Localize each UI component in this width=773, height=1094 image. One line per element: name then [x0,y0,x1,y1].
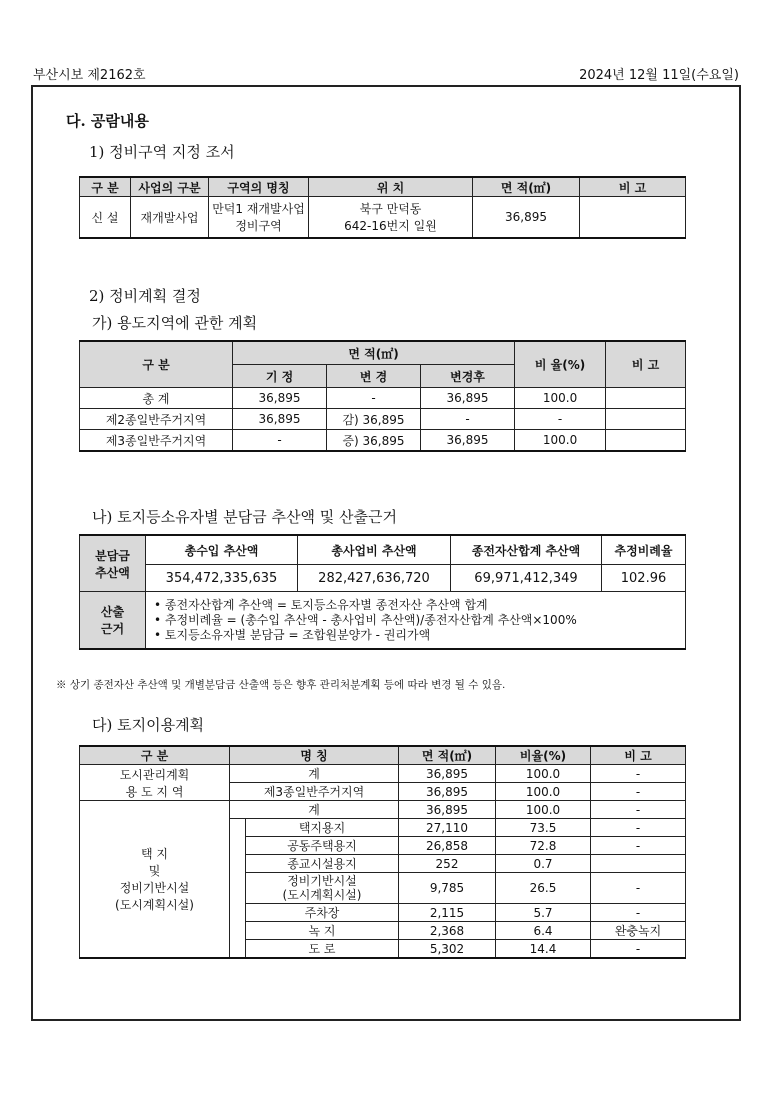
t4-ratio: 100.0 [496,783,591,801]
t4-name: 계 [230,801,399,819]
t4-name: 종교시설용지 [246,855,399,873]
t1-header: 구역의 명칭 [209,177,309,197]
t2-header-division: 구 분 [80,341,233,388]
t4-group-site-a: 택 지 [141,847,168,861]
table-row [80,388,686,409]
t4-ratio: 6.4 [496,922,591,940]
t2-row-name: 총 계 [80,388,233,409]
t3-value: 282,427,636,720 [298,565,451,592]
t4-remark: - [591,940,686,959]
t2-row-existing: 36,895 [233,388,327,409]
t2-header-after: 변경후 [421,365,515,388]
t2-row-existing: 36,895 [233,409,327,430]
t3-value: 102.96 [602,565,686,592]
t4-ratio: 73.5 [496,819,591,837]
t1-name-line1: 만덕1 재개발사업 [212,202,305,216]
zone-designation-table [79,176,686,239]
t3-label-basis [80,592,146,650]
t4-indent [230,819,246,959]
t3-label-estimate-a: 분담금 [95,548,130,563]
t2-row-existing: - [233,430,327,452]
table-row [80,197,686,239]
t2-row-name: 제2종일반주거지역 [80,409,233,430]
t4-remark: 완충녹지 [591,922,686,940]
t3-label-basis-a: 산출 [100,605,125,619]
t4-remark: - [591,837,686,855]
t4-ratio: 0.7 [496,855,591,873]
t2-row-after: 36,895 [421,388,515,409]
publication-date: 2024년 12월 11일(수요일) [579,68,739,83]
t4-remark: - [591,765,686,783]
t4-name: 계 [230,765,399,783]
t2-row-change: - [327,388,421,409]
t4-group-zoning-b: 용 도 지 역 [125,784,184,799]
t1-header: 위 치 [309,177,473,197]
t4-area: 2,115 [399,904,496,922]
t3-header: 총수입 추산액 [146,535,298,565]
t4-group-site [80,801,230,959]
t2-row-change: 증) 36,895 [327,430,421,452]
t3-basis [146,592,686,650]
subsection-2-title: 2) 정비계획 결정 [89,287,201,305]
t2-row-after: - [421,409,515,430]
table-row [80,801,686,819]
t4-remark: - [591,801,686,819]
t1-remark [580,197,686,239]
contribution-estimate-table [79,534,686,650]
t4-area: 2,368 [399,922,496,940]
t3-value: 69,971,412,349 [451,565,602,592]
t4-area: 9,785 [399,873,496,904]
t4-group-site-b: 및 [148,864,161,878]
t4-ratio: 72.8 [496,837,591,855]
t3-basis-line: • 토지등소유자별 분담금 = 조합원분양가 - 권리가액 [154,627,431,642]
t1-header: 비 고 [580,177,686,197]
t4-name: 공동주택용지 [246,837,399,855]
t3-header: 총사업비 추산액 [298,535,451,565]
t4-ratio: 26.5 [496,873,591,904]
t2-header-existing: 기 정 [233,365,327,388]
t4-area: 27,110 [399,819,496,837]
t4-group-site-d: (도시계획시설) [115,898,194,912]
section-title: 다. 공람내용 [66,112,149,130]
subsection-2c-title: 다) 토지이용계획 [92,716,205,734]
t2-row-after: 36,895 [421,430,515,452]
t4-group-site-c: 정비기반시설 [119,881,190,895]
t3-basis-line: • 추정비례율 = (총수입 추산액 - 총사업비 추산액)/종전자산합계 추산액×100% [154,612,577,627]
t4-remark: - [591,904,686,922]
t4-area: 26,858 [399,837,496,855]
t4-name-a: 정비기반시설 [287,874,357,888]
t4-ratio: 100.0 [496,801,591,819]
footnote: ※ 상기 종전자산 추산액 및 개별분담금 산출액 등은 향후 관리처분계획 등에 따라 변경 될 수 있음. [56,679,506,691]
table-row [80,565,686,592]
t1-location-line1: 북구 만덕동 [359,202,422,216]
table-row [80,409,686,430]
t1-location [309,197,473,239]
t2-header-ratio: 비 율(%) [515,341,606,388]
land-use-zone-table [79,340,686,452]
t2-row-name: 제3종일반주거지역 [80,430,233,452]
t4-area: 36,895 [399,801,496,819]
t4-remark [591,855,686,873]
t4-group-zoning [80,765,230,801]
table-row [80,430,686,452]
t4-name: 도 로 [246,940,399,959]
t4-area: 252 [399,855,496,873]
t1-location-line2: 642-16번지 일원 [344,219,437,233]
t2-row-change: 감) 36,895 [327,409,421,430]
t4-remark: - [591,819,686,837]
t1-area: 36,895 [473,197,580,239]
t4-name: 주차장 [246,904,399,922]
t2-header-area: 면 적(㎡) [233,341,515,365]
t4-area: 36,895 [399,783,496,801]
t4-header: 명 칭 [230,746,399,765]
t1-header: 면 적(㎡) [473,177,580,197]
table-row [80,765,686,783]
t4-name: 택지용지 [246,819,399,837]
t1-name-line2: 정비구역 [235,219,282,233]
t2-header-change: 변 경 [327,365,421,388]
subsection-2b-title: 나) 토지등소유자별 분담금 추산액 및 산출근거 [92,508,398,526]
t3-value: 354,472,335,635 [146,565,298,592]
subsection-2a-title: 가) 용도지역에 관한 계획 [92,314,258,332]
t3-label-basis-b: 근거 [100,622,125,636]
t1-type: 재개발사업 [131,197,209,239]
t4-header: 비율(%) [496,746,591,765]
t2-row-remark [606,409,686,430]
t4-header: 구 분 [80,746,230,765]
t3-basis-line: • 종전자산합계 추산액 = 토지등소유자별 종전자산 추산액 합계 [154,597,488,612]
t2-row-ratio: 100.0 [515,388,606,409]
land-use-plan-table [79,745,686,959]
t4-ratio: 14.4 [496,940,591,959]
t1-header: 사업의 구분 [131,177,209,197]
t4-area: 5,302 [399,940,496,959]
t3-label-estimate [80,535,146,592]
publication-title: 부산시보 제2162호 [33,68,146,83]
t1-division: 신 설 [80,197,131,239]
t2-row-ratio: - [515,409,606,430]
t2-row-remark [606,388,686,409]
t4-header: 면 적(㎡) [399,746,496,765]
t4-ratio: 5.7 [496,904,591,922]
t4-group-zoning-a: 도시관리계획 [119,767,190,782]
t4-area: 36,895 [399,765,496,783]
subsection-1-title: 1) 정비구역 지정 조서 [89,143,235,161]
t4-header: 비 고 [591,746,686,765]
t4-name [246,873,399,904]
t4-name-b: (도시계획시설) [282,888,362,902]
t3-label-estimate-b: 추산액 [95,565,130,580]
t4-name: 제3종일반주거지역 [230,783,399,801]
t2-row-ratio: 100.0 [515,430,606,452]
t4-ratio: 100.0 [496,765,591,783]
t1-header: 구 분 [80,177,131,197]
t4-name: 녹 지 [246,922,399,940]
t3-header: 추정비례율 [602,535,686,565]
t4-remark: - [591,873,686,904]
t2-header-remark: 비 고 [606,341,686,388]
t2-row-remark [606,430,686,452]
t3-header: 종전자산합계 추산액 [451,535,602,565]
t4-remark: - [591,783,686,801]
t1-name [209,197,309,239]
